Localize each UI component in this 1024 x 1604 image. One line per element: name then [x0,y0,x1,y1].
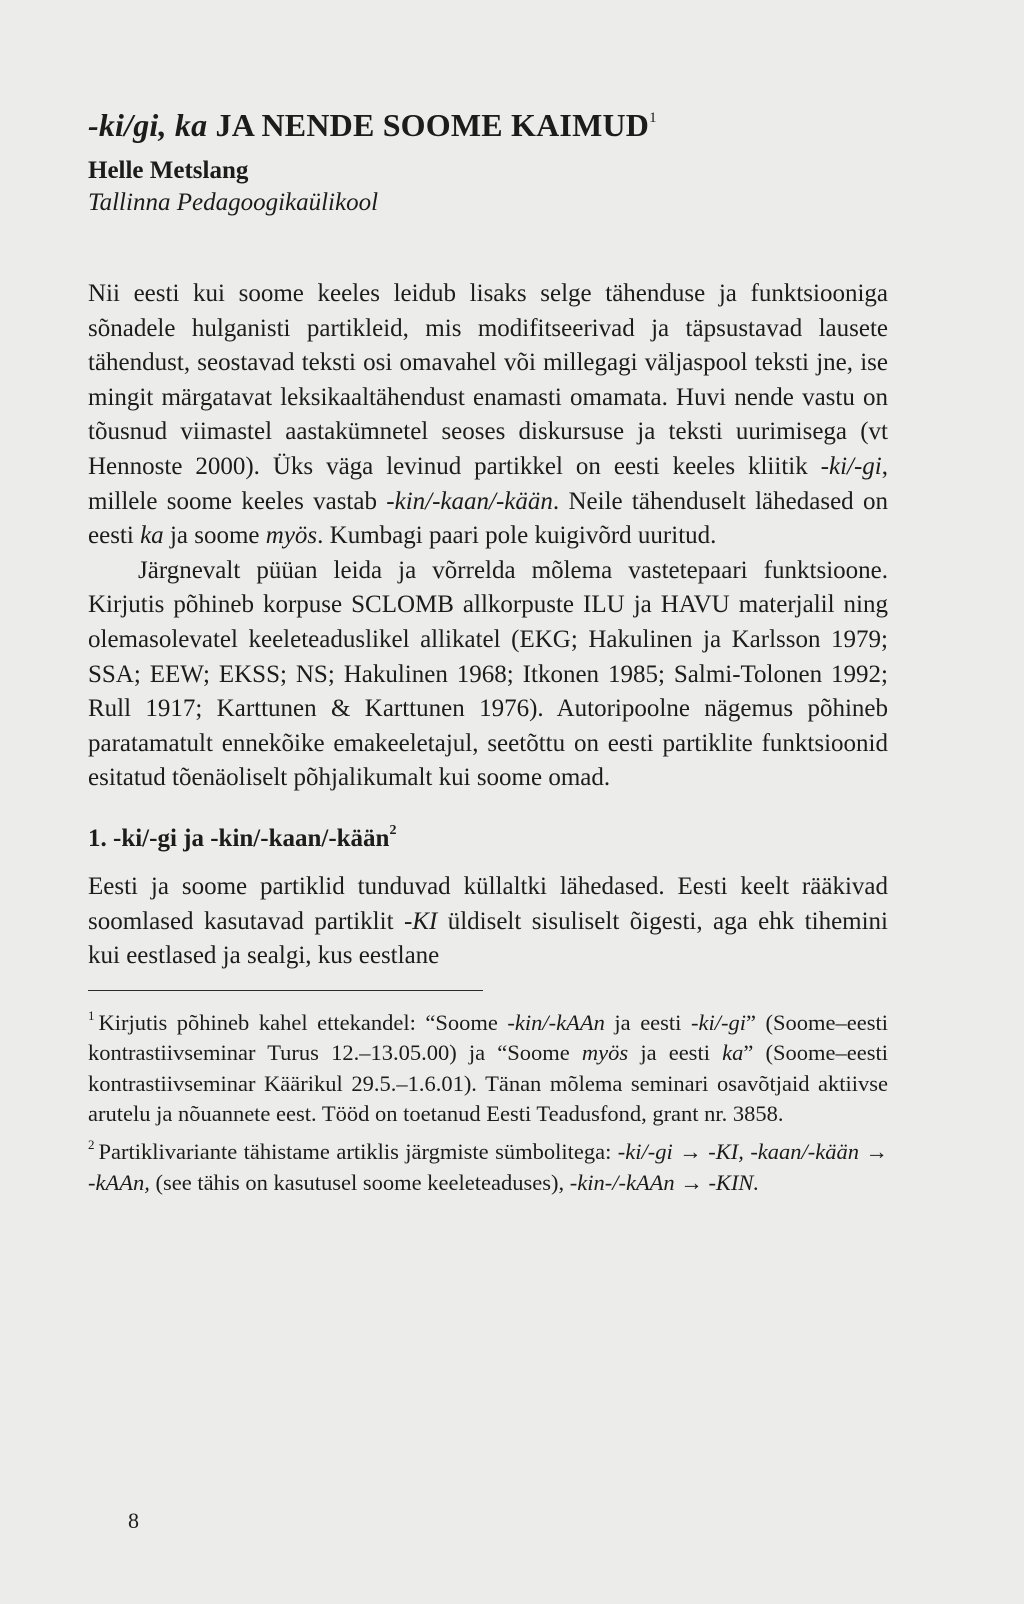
footnote-1: $^1$ Kirjutis põhineb kahel ettekandel: “Soome -kin/-kAAn ja eesti -ki/-gi” (Soome–eesti kontrastiivseminar Turus 12.–13.05.00) ja “Soome myös ja eesti ka” (Soome–eesti kontrastiivseminar Käärikul 29.5.–1.6.01). Tänan mõlema seminari osavõtjaid aktiivse arutelu ja nõuannete eest. Tööd on toetanud Eesti Teadusfond, grant nr. 3858. [88,1007,888,1127]
page-number: 8 [128,1508,139,1533]
title-rest: JA NENDE SOOME KAIMUD [215,107,650,143]
footnote-divider [88,990,483,991]
author-affiliation: Tallinna Pedagoogikaülikool [88,189,379,216]
intro-paragraph-1: Nii eesti kui soome keeles leidub lisaks selge tähenduse ja funktsiooniga sõnadele hulganisti partikleid, mis modifitseerivad ja täpsustavad lausete tähendust, seostavad teksti osi omavahel või millegagi väljaspool teksti jne, ise mingit märgatavat leksikaaltähendust enamasti omamata. Huvi nende vastu on tõusnud viimastel aastakümnetel seoses diskursuse ja teksti uurimisega (vt Hennoste 2000). Üks väga levinud partikkel on eesti keeles kliitik -ki/-gi, millele soome keeles vastab -kin/-kaan/-kään. Neile tähenduselt lähedased on eesti ka ja soome myös. Kumbagi paari pole kuigivõrd uuritud. [88,280,888,550]
intro-paragraph-2: Järgnevalt püüan leida ja võrrelda mõlema vastetepaari funktsioone. Kirjutis põhineb korpuse SCLOMB allkorpuste ILU ja HAVU materjalil ning olemasolevatel keeleteaduslikel allikatel (EKG; Hakulinen ja Karlsson 1979; SSA; EEW; EKSS; NS; Hakulinen 1968; Itkonen 1985; Salmi-Tolonen 1992; Rull 1917; Karttunen & Karttunen 1976). Autoripoolne nägemus põhineb paratamatult ennekõike emakeeletajul, seetõttu on eesti partiklite funktsioonid esitatud tõenäoliselt põhjalikumalt kui soome omad. [88,556,888,792]
heading-footnote-mark[interactable]: 2 [389,822,397,838]
title-italic-part: -ki/gi, ka [88,107,208,143]
section-paragraph-1: Eesti ja soome partiklid tunduvad küllaltki lähedased. Eesti keelt rääkivad soomlased kasutavad partiklit -KI üldiselt sisuliselt õigesti, aga ehk tihemini kui eestlased ja sealgi, kus eestlane [88,872,889,970]
article-body [88,277,888,974]
author-name: Helle Metslang [88,157,249,184]
section-heading: 1. -ki/-gi ja -kin/-kaan/-kään$^2$ [88,822,397,852]
title-footnote-mark[interactable]: 1 [649,110,657,126]
footnote-2: $^2$ Partiklivariante tähistame artiklis järgmiste sümbolitega: -ki/-gi → -KI, -kaan/-kään → -kAAn, (see tähis on kasutusel soome keeleteaduses), -kin-/-kAAn → -KIN. [88,1137,888,1195]
article-title [88,98,888,145]
main-column [88,98,888,1198]
